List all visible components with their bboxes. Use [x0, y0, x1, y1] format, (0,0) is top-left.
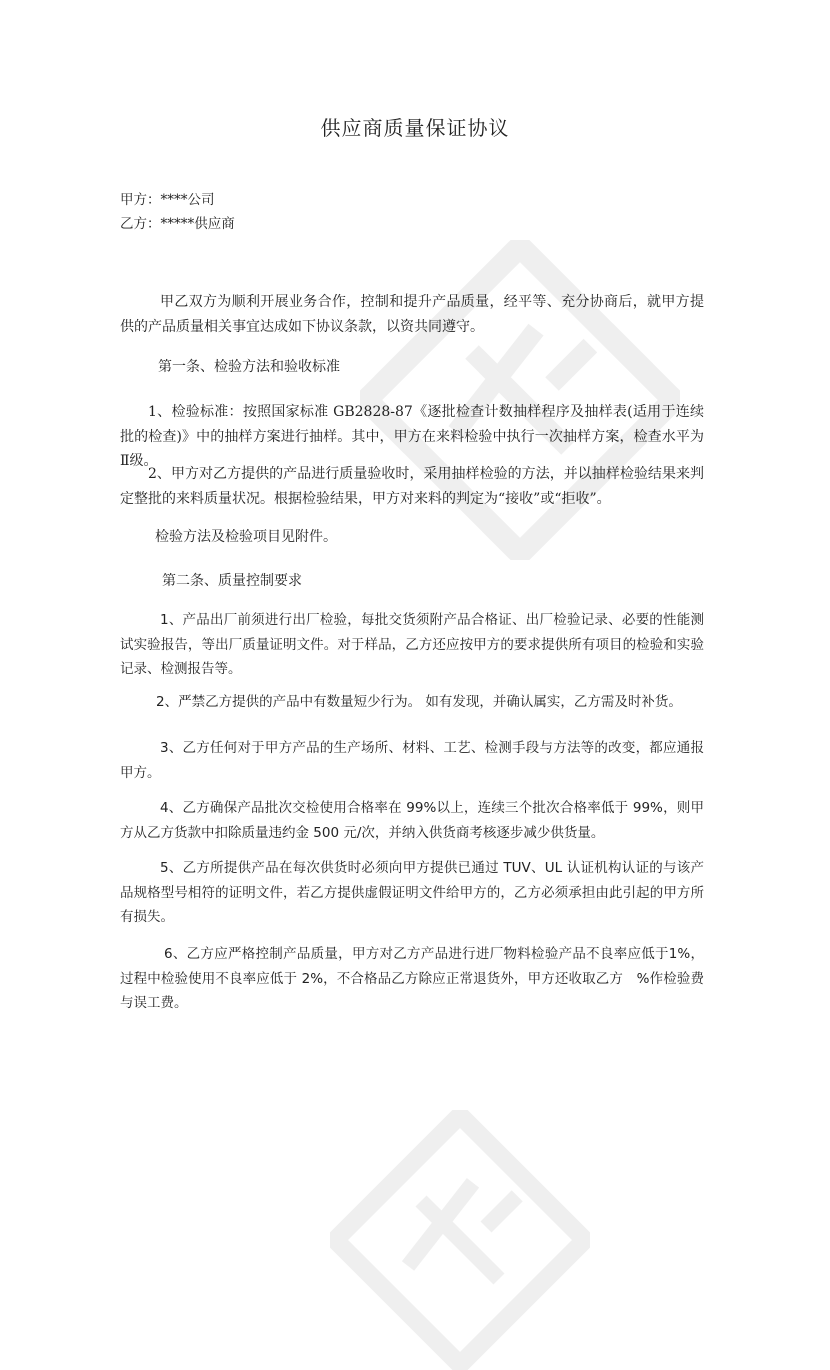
article-2-item-2: 2、严禁乙方提供的产品中有数量短少行为。 如有发现，并确认属实，乙方需及时补货。 [156, 694, 682, 710]
party-a: 甲方：****公司 [120, 192, 215, 208]
article-1-item-2: 2、甲方对乙方提供的产品进行质量验收时，采用抽样检验的方法，并以抽样检验结果来判定整批的来料质量状况。根据检验结果，甲方对来料的判定为“接收”或“拒收”。 [120, 466, 704, 507]
article-1-item-1: 1、检验标准：按照国家标准 GB2828-87《逐批检查计数抽样程序及抽样表(适用于连续批的检查)》中的抽样方案进行抽样。其中，甲方在来料检验中执行一次抽样方案，检查水平为Ⅱ级。 [120, 404, 704, 469]
article-1-heading: 第一条、检验方法和验收标准 [158, 359, 340, 375]
party-b: 乙方：*****供应商 [120, 216, 235, 232]
article-2-item-3: 3、乙方任何对于甲方产品的生产场所、材料、工艺、检测手段与方法等的改变，都应通报甲方。 [120, 740, 704, 781]
intro-paragraph: 甲乙双方为顺利开展业务合作，控制和提升产品质量，经平等、充分协商后，就甲方提供的产品质量相关事宜达成如下协议条款，以资共同遵守。 [120, 294, 704, 335]
article-1-note: 检验方法及检验项目见附件。 [155, 529, 337, 545]
article-2-item-5: 5、乙方所提供产品在每次供货时必须向甲方提供已通过 TUV、UL 认证机构认证的与该产品规格型号相符的证明文件，若乙方提供虚假证明文件给甲方的，乙方必须承担由此引起的甲方所有损失。 [120, 860, 704, 925]
article-2-heading: 第二条、质量控制要求 [162, 573, 302, 589]
article-2-item-4: 4、乙方确保产品批次交检使用合格率在 99%以上，连续三个批次合格率低于 99%，则甲方从乙方货款中扣除质量违约金 500 元/次，并纳入供货商考核逐步减少供货量。 [120, 800, 704, 841]
document-title: 供应商质量保证协议 [320, 116, 510, 140]
article-2-item-6: 6、乙方应严格控制产品质量，甲方对乙方产品进行进厂物料检验产品不良率应低于1%，过程中检验使用不良率应低于 2%，不合格品乙方除应正常退货外，甲方还收取乙方 %作检验费与误工费。 [120, 946, 704, 1011]
article-2-item-1: 1、产品出厂前须进行出厂检验，每批交货须附产品合格证、出厂检验记录、必要的性能测试实验报告，等出厂质量证明文件。对于样品，乙方还应按甲方的要求提供所有项目的检验和实验记录、检测报告等。 [120, 612, 704, 677]
